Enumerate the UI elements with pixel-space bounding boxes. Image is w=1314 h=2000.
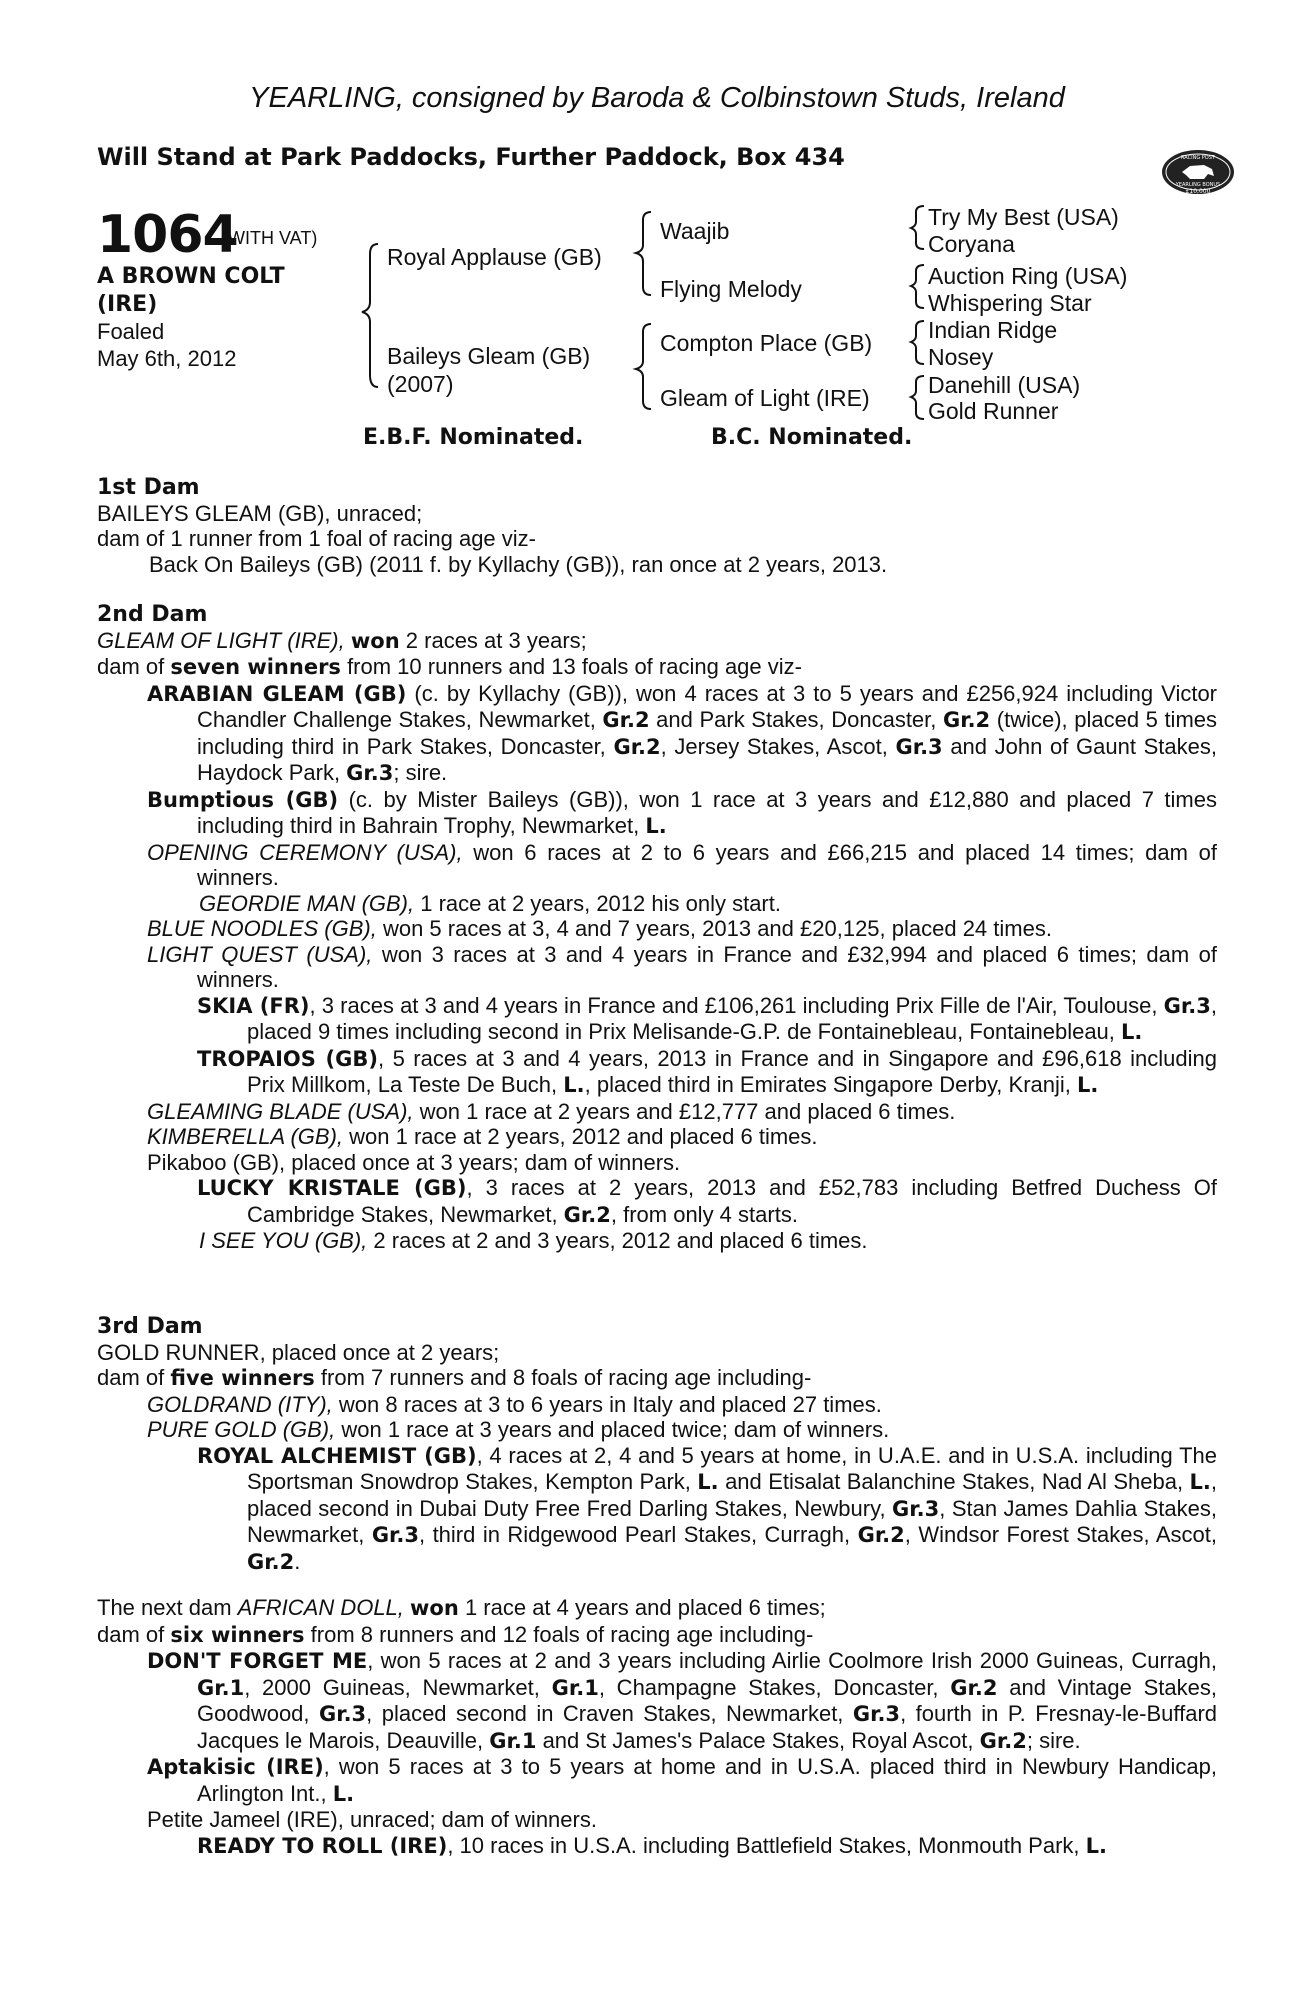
yearling-bonus-badge [1160,146,1236,198]
vat-note: (WITH VAT) [222,228,318,248]
next-dam-section [97,1595,1217,1859]
pedigree-sss: Try My Best (USA) [928,204,1119,230]
first-dam-section [97,475,1217,577]
list-item: DON'T FORGET ME, won 5 races at 2 and 3 years including Airlie Coolmore Irish 2000 Guineas, Curragh, Gr.1, 2000 Guineas, Newmarket, Gr.1, Champagne Stakes, Doncaster, Gr.2 and Vintage Stakes, Goodwood, Gr.3, placed second in Craven Stakes, Newmarket, Gr.3, fourth in P. Fresnay-le-Buffard Jacques le Marois, Deauville, Gr.1 and St James's Palace Stakes, Royal Ascot, Gr.2; sire. [147,1648,1218,1753]
pedigree-dam-dam: Gleam of Light (IRE) [660,385,870,411]
svg-text:YEARLING BONUS: YEARLING BONUS [1175,182,1221,188]
pedigree-dds: Danehill (USA) [928,372,1081,398]
pedigree-sire-sire: Waajib [660,218,730,244]
first-dam-produce: Back On Baileys (GB) (2011 f. by Kyllachy (GB)), ran once at 2 years, 2013. [149,551,888,577]
second-dam-section [97,602,1217,1254]
pedigree-dam-sire: Compton Place (GB) [660,330,873,356]
pedigree-dss: Indian Ridge [928,317,1058,343]
list-item: ARABIAN GLEAM (GB) (c. by Kyllachy (GB)), won 4 races at 3 to 5 years and £256,924 including Victor Chandler Challenge Stakes, Newmarket, Gr.2 and Park Stakes, Doncaster, Gr.2 (twice), placed 5 times including third in Park Stakes, Doncaster, Gr.2, Jersey Stakes, Ascot, Gr.3 and John of Gaunt Stakes, Haydock Park, Gr.3; sire. [147,680,1218,785]
pedigree-ddd: Gold Runner [928,398,1059,424]
lot-description: A BROWN COLT (IRE) [97,264,285,317]
list-item: Pikaboo (GB), placed once at 3 years; dam of winners. [147,1149,681,1175]
list-item: Aptakisic (IRE), won 5 races at 3 to 5 years at home and in U.S.A. placed third in Newbury Handicap, Arlington Int., L. [147,1754,1218,1806]
list-item: GEORDIE MAN (GB), 1 race at 2 years, 2012 his only start. [199,890,781,916]
pedigree-sdd: Whispering Star [928,290,1092,316]
second-dam-summary: dam of seven winners from 10 runners and 13 foals of racing age viz- [97,654,802,679]
third-dam-name: GOLD RUNNER, placed once at 2 years; [97,1339,500,1365]
pedigree-sire: Royal Applause (GB) [387,244,602,270]
list-item: TROPAIOS (GB), 5 races at 3 and 4 years, 2013 in France and in Singapore and £96,618 including Prix Millkom, La Teste De Buch, L., placed third in Emirates Singapore Derby, Kranji, L. [197,1045,1218,1097]
ebf-nominated: E.B.F. Nominated. [363,425,584,450]
pedigree-dam-year: (2007) [387,371,454,397]
pedigree-sire-dam: Flying Melody [660,276,802,302]
next-dam-summary: dam of six winners from 8 runners and 12 foals of racing age including- [97,1621,814,1647]
list-item: LIGHT QUEST (USA), won 3 races at 3 and 4 years in France and £32,994 and placed 6 times; dam of winners. [147,941,1217,992]
list-item: GOLDRAND (ITY), won 8 races at 3 to 6 years in Italy and placed 27 times. [147,1391,882,1417]
third-dam-heading: 3rd Dam [97,1314,203,1339]
pedigree-ssd: Coryana [928,231,1015,257]
first-dam-heading: 1st Dam [97,475,200,500]
pedigree-dam: Baileys Gleam (GB) [387,343,591,369]
list-item: Petite Jameel (IRE), unraced; dam of winners. [147,1807,597,1832]
svg-text:RACING POST: RACING POST [1181,155,1215,161]
list-item: KIMBERELLA (GB), won 1 race at 2 years, 2012 and placed 6 times. [147,1124,818,1149]
third-dam-section [97,1314,1217,1575]
svg-text:£10,000: £10,000 [1185,188,1211,195]
list-item: BLUE NOODLES (GB), won 5 races at 3, 4 and 7 years, 2013 and £20,125, placed 24 times. [147,916,1052,941]
list-item: LUCKY KRISTALE (GB), 3 races at 2 years, 2013 and £52,783 including Betfred Duchess Of Cambridge Stakes, Newmarket, Gr.2, from only 4 starts. [197,1175,1217,1227]
page-title: YEARLING, consigned by Baroda & Colbinstown Studs, Ireland [249,82,1065,114]
stand-location: Will Stand at Park Paddocks, Further Paddock, Box 434 [97,143,845,171]
lot-number: 1064 [97,205,238,265]
first-dam-name: BAILEYS GLEAM (GB), unraced; [97,500,423,526]
list-item: READY TO ROLL (IRE), 10 races in U.S.A. including Battlefield Stakes, Monmouth Park, L. [197,1832,1107,1858]
list-item: Bumptious (GB) (c. by Mister Baileys (GB)), won 1 race at 3 years and £12,880 and placed 7 times including third in Bahrain Trophy, Newmarket, L. [147,786,1217,838]
list-item: I SEE YOU (GB), 2 races at 2 and 3 years, 2012 and placed 6 times. [199,1228,868,1253]
next-dam-line: The next dam AFRICAN DOLL, won 1 race at 4 years and placed 6 times; [97,1595,826,1620]
pedigree-sds: Auction Ring (USA) [928,263,1128,289]
pedigree-dsd: Nosey [928,344,994,370]
list-item: ROYAL ALCHEMIST (GB), 4 races at 2, 4 and 5 years at home, in U.A.E. and in U.S.A. including The Sportsman Snowdrop Stakes, Kempton Park, L. and Etisalat Balanchine Stakes, Nad Al Sheba, L., placed second in Dubai Duty Free Fred Darling Stakes, Newbury, Gr.3, Stan James Dahlia Stakes, Newmarket, Gr.3, third in Ridgewood Pearl Stakes, Curragh, Gr.2, Windsor Forest Stakes, Ascot, Gr.2. [197,1442,1217,1574]
bc-nominated: B.C. Nominated. [711,425,913,450]
list-item: OPENING CEREMONY (USA), won 6 races at 2 to 6 years and £66,215 and placed 14 times; dam of winners. [147,839,1217,890]
list-item: GLEAMING BLADE (USA), won 1 race at 2 years and £12,777 and placed 6 times. [147,1098,956,1124]
first-dam-summary: dam of 1 runner from 1 foal of racing age viz- [97,526,536,551]
list-item: SKIA (FR), 3 races at 3 and 4 years in France and £106,261 including Prix Fille de l'Air, Toulouse, Gr.3, placed 9 times including second in Prix Melisande-G.P. de Fontainebleau, Fontainebleau, L. [197,992,1217,1044]
foaled-info: Foaled May 6th, 2012 [97,319,237,371]
second-dam-heading: 2nd Dam [97,602,208,627]
second-dam-line: GLEAM OF LIGHT (IRE), won 2 races at 3 years; [97,627,587,653]
list-item: PURE GOLD (GB), won 1 race at 3 years and placed twice; dam of winners. [147,1417,890,1442]
third-dam-summary: dam of five winners from 7 runners and 8 foals of racing age including- [97,1365,812,1390]
